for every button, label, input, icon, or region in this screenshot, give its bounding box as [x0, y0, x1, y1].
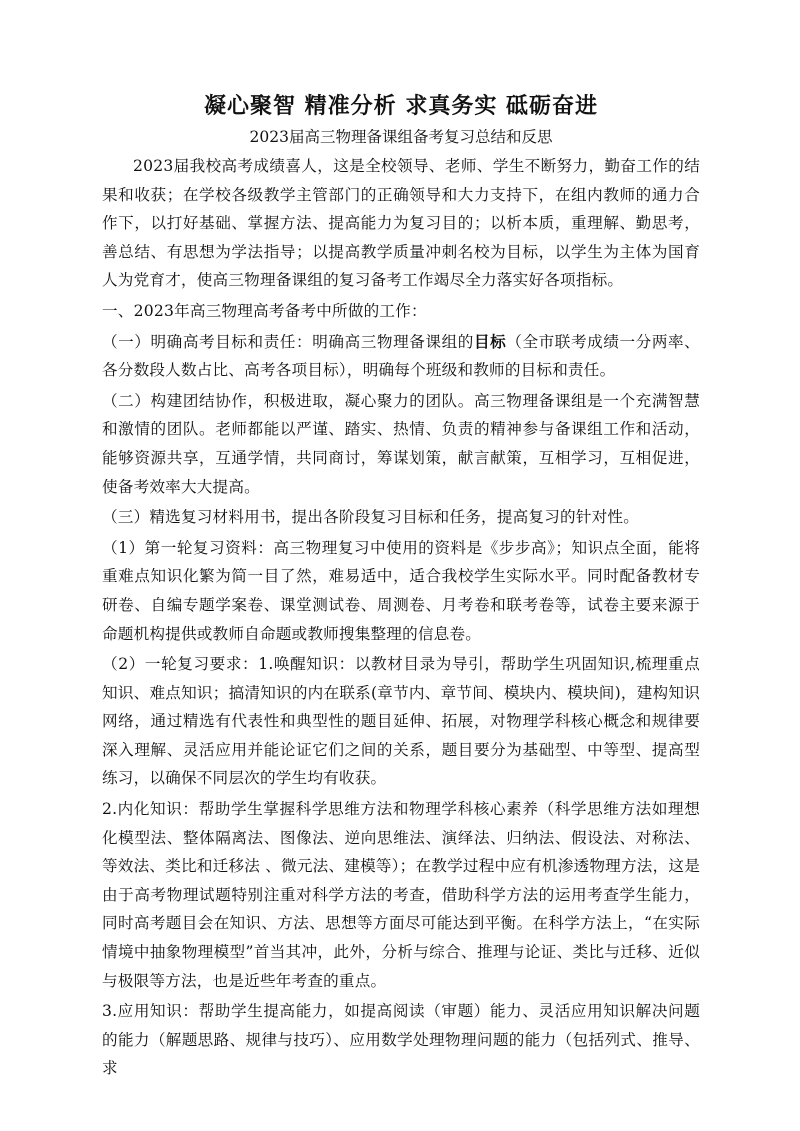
item-goals-suffix: （全市联考成绩一分两率、各分数段人数占比、高考各项目标），明确每个班级和教师的目标和责任。: [102, 332, 700, 380]
item-goals-prefix: （一）明确高考目标和责任：明确高三物理备课组的: [102, 332, 474, 351]
document-title: 凝心聚智 精准分析 求真务实 砥砺奋进: [204, 93, 598, 119]
intro-paragraph: 2023届我校高考成绩喜人，这是全校领导、老师、学生不断努力，勤奋工作的结果和收获；在学校各级教学主管部门的正确领导和大力支持下，在组内教师的通力合作下，以打好基础、掌握方法、提高能力为复习目的；以析本质，重理解、勤思考，善总结、有思想为学法指导；以提高教学质量冲刺名校为目标，以学生为主体为国育人为党育才，使高三物理备课组的复习备考工作竭尽全力落实好各项指标。: [102, 157, 700, 290]
sub-first-round-requirements-paragraph: （2）一轮复习要求：1.唤醒知识：以教材目录为导引，帮助学生巩固知识,梳理重点知识、难点知识；搞清知识的内在联系(章节内、章节间、模块内、模块间)，建构知识网络，通过精选有代表性和典型性的题目延伸、拓展，对物理学科核心概念和规律要深入理解、灵活应用并能论证它们之间的关系，题目要分为基础型、中等型、提高型练习，以确保不同层次的学生均有收获。: [102, 655, 700, 788]
sub-first-round-materials-paragraph: （1）第一轮复习资料：高三物理复习中使用的资料是《步步高》；知识点全面，能将重难点知识化繁为简一目了然，难易适中，适合我校学生实际水平。同时配备教材专研卷、自编专题学案卷、课堂测试卷、周测卷、月考卷和联考卷等，试卷主要来源于命题机构提供或教师自命题或教师搜集整理的信息卷。: [102, 538, 700, 643]
item-goals-bold-term: 目标: [473, 331, 507, 351]
item-materials-paragraph: （三）精选复习材料用书，提出各阶段复习目标和任务，提高复习的针对性。: [102, 508, 639, 527]
section-heading: 一、2023年高三物理高考备考中所做的工作：: [102, 301, 427, 320]
point-apply-knowledge-paragraph: 3.应用知识：帮助学生提高能力，如提高阅读（审题）能力、灵活应用知识解决问题的能力（解题思路、规律与技巧）、应用数学处理物理问题的能力（包括列式、推导、求: [102, 1002, 700, 1078]
item-team-paragraph: （二）构建团结协作，积极进取，凝心聚力的团队。高三物理备课组是一个充满智慧和激情的团队。老师都能以严谨、踏实、热情、负责的精神参与备课组工作和活动，能够资源共享，互通学情，共同商讨，筹谋划策，献言献策，互相学习，互相促进，使备考效率大大提高。: [102, 391, 700, 496]
document-subtitle: 2023届高三物理备课组备考复习总结和反思: [249, 128, 553, 146]
item-goals-paragraph: [102, 328, 700, 385]
point-internalize-knowledge-paragraph: 2.内化知识：帮助学生掌握科学思维方法和物理学科核心素养（科学思维方法如理想化模型法、整体隔离法、图像法、逆向思维法、演绎法、归纳法、假设法、对称法、等效法、类比和迁移法 、微元法、建模等）；在教学过程中应有机渗透物理方法，这是由于高考物理试题特别注重对科学方法的考查，借助科学方法的运用考查学生能力，同时高考题目会在知识、方法、思想等方面尽可能达到平衡。在科学方法上，“在实际情境中抽象物理模型”首当其冲，此外，分析与综合、推理与论证、类比与迁移、近似与极限等方法，也是近些年考查的重点。: [102, 800, 700, 990]
